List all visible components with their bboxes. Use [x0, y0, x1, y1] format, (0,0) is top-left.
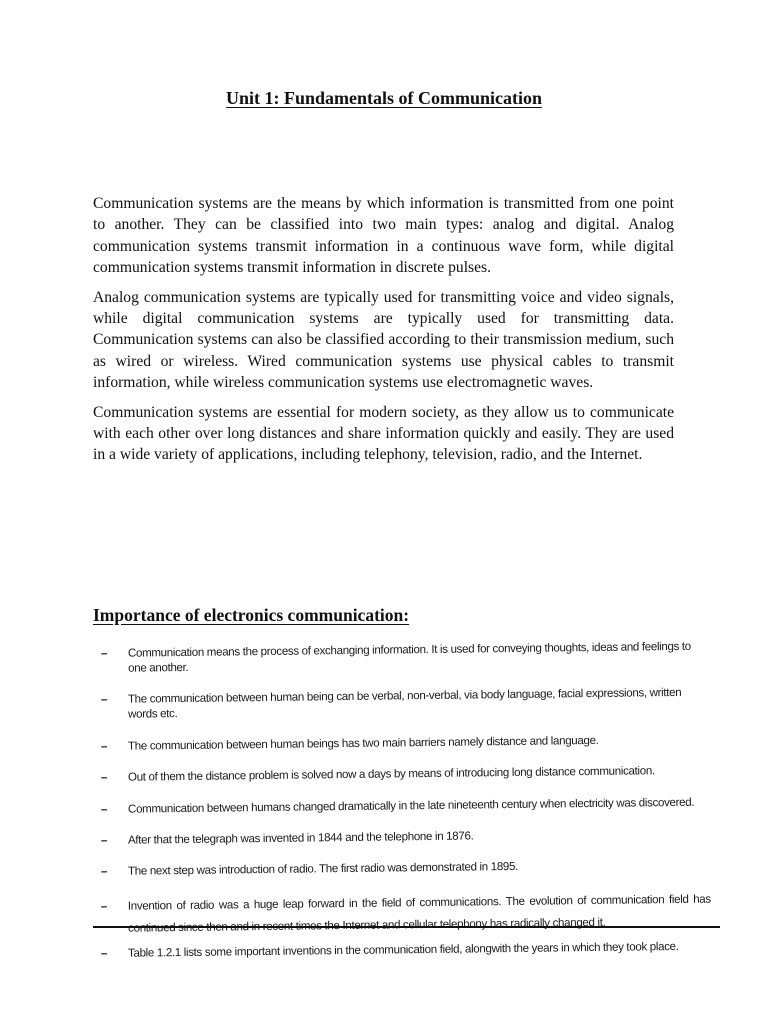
list-item-text: Invention of radio was a huge leap forward in the field of communications. The evolution of communication field has continued since then and in recent times the Internet and cellular telephony has radically changed it.: [127, 892, 711, 935]
list-item: [101, 888, 711, 939]
list-item-text: Table 1.2.1 lists some important inventions in the communication field, alongwith the years in which they took place.: [127, 939, 679, 960]
paragraph-1: Communication systems are the means by which information is transmitted from one point to another. They can be classified into two main types: analog and digital. Analog communication systems transmit information in a continuous wave form, while digital communication systems transmit information in discrete pulses.: [93, 195, 674, 277]
list-item-text: The next step was introduction of radio. The first radio was demonstrated in 1895.: [127, 860, 519, 879]
section-heading: Importance of electronics communication:: [93, 605, 410, 625]
list-item: [101, 857, 711, 879]
list-item-text: After that the telegraph was invented in 1844 and the telephone in 1876.: [127, 829, 474, 847]
bottom-rule: [93, 926, 720, 928]
list-item: [101, 826, 711, 848]
bullet-dash: –: [100, 833, 108, 847]
bullet-dash: –: [100, 771, 108, 785]
list-item-text: Communication means the process of exchanging information. It is used for conveying thoughts, ideas and feelings to one another.: [127, 639, 691, 675]
list-item-text: The communication between human beings has two main barriers namely distance and language.: [127, 733, 599, 753]
body-text: [93, 193, 674, 474]
page-title: Unit 1: Fundamentals of Communication: [225, 88, 543, 108]
bullet-dash: –: [100, 899, 108, 913]
list-item: [101, 731, 711, 753]
paragraph-2: Analog communication systems are typically used for transmitting voice and video signals, while digital communication systems are typically used for transmitting data. Communication systems can also be classified according to their transmission medium, such as wired or wireless. Wired communication systems use physical cables to transmit information, while wireless communication systems use electromagnetic waves.: [93, 288, 674, 392]
list-item-text: The communication between human being can be verbal, non-verbal, via body language, facial expressions, written words etc.: [127, 686, 682, 722]
bullet-dash: –: [100, 646, 108, 661]
list-item: [101, 685, 711, 722]
list-item-text: Out of them the distance problem is solved now a days by means of introducing long distance communication.: [127, 764, 655, 784]
list-item: [101, 639, 711, 676]
list-item: [101, 938, 711, 960]
list-item: [101, 794, 711, 816]
list-item: [101, 763, 711, 785]
bullet-dash: –: [100, 693, 108, 707]
bullet-dash: –: [100, 739, 108, 753]
list-item-text: Communication between humans changed dramatically in the late nineteenth century when electricity was discovered.: [127, 795, 695, 816]
paragraph-3: Communication systems are essential for modern society, as they allow us to communicate with each other over long distances and share information quickly and easily. They are used in a wide variety of applications, including telephony, television, radio, and the Internet.: [93, 403, 674, 464]
bullet-dash: –: [100, 802, 108, 816]
bullet-dash: –: [100, 946, 108, 960]
bullet-dash: –: [100, 865, 108, 879]
